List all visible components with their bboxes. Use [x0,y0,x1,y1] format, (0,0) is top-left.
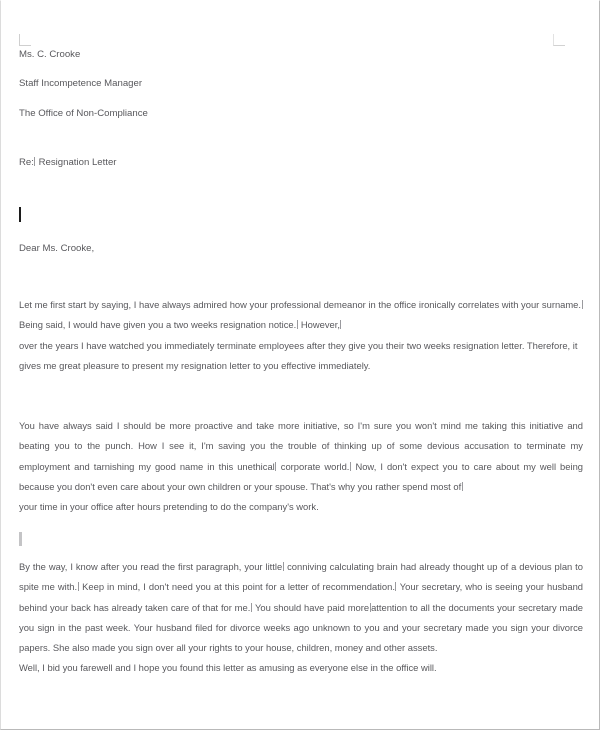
paragraph-3-segment-6: attention to all the documents your secretary made you sign in the past week. Your husband filed for divorce weeks ago unknown to you and your secretary made you sign your divorce papers. She also made you sign over all your rights to your house, children, money and other assets. [19,601,584,654]
paragraph-3-segment-1: By the way, I know after you read the first paragraph, your little [19,561,283,572]
subject-text: Resignation Letter [38,157,117,168]
text-caret-icon [395,582,396,591]
paragraph-2-segment-3: Now, I don't expect you to care about my well being because you don't even care about your own children or your spouse. That's why you rather spend most of [19,460,583,492]
salutation: Dear Ms. Crooke, [19,243,95,254]
paragraph-2-segment-2: corporate world. [280,460,350,472]
paragraph-3-segment-5: You should have paid more [254,601,370,613]
paragraph-1-segment-1: Let me first start by saying, I have always admired how your professional demeanor in the office ironically correlates with your surname. [19,299,581,310]
corner-registration-mark-top-left [19,34,31,46]
paragraph-3-segment-4: Your secretary, who is seeing your husband behind your back has already taken care of that for me. [19,581,584,613]
subject-line [19,156,116,170]
recipient-name: Ms. C. Crooke [19,49,81,60]
paragraph-1-segment-4: over the years I have watched you immediately terminate employees after they give you their two weeks resignation letter. Therefore, it gives me great pleasure to present my resignation letter to you effective immediately. [19,339,578,371]
text-caret-icon [275,462,276,471]
corner-registration-mark-top-right [553,34,565,46]
paragraph-2-segment-1: You have always said I should be more proactive and take more initiative, so I'm sure you won't mind me taking this initiative and beating you to the punch. How I see it, I'm saving you the trouble of thinking up of some devious accusation to terminate my employment and tarnishing my good name in this unethical [19,420,583,472]
paragraph-1-segment-3: However, [300,319,340,331]
text-caret-icon [251,603,252,612]
body-paragraph-1 [19,295,583,376]
text-caret-icon [78,582,79,591]
paragraph-2-segment-4: your time in your office after hours pretending to do the company's work. [19,501,319,513]
text-cursor-icon-primary[interactable] [19,207,21,222]
text-caret-icon [34,157,35,166]
paragraph-1-segment-2: Being said, I would have given you a two weeks resignation notice. [19,319,297,331]
text-cursor-icon-secondary[interactable] [19,532,22,546]
paragraph-3-segment-7: Well, I bid you farewell and I hope you found this letter as amusing as everyone else in the office will. [19,662,437,674]
text-caret-icon [350,462,351,471]
text-caret-icon [297,320,298,329]
subject-prefix: Re: [19,157,34,168]
body-paragraph-2 [19,416,583,517]
paragraph-3-segment-3: Keep in mind, I don't need you at this point for a letter of recommendation. [82,581,395,593]
recipient-address-block [19,48,419,136]
text-caret-icon [582,300,583,309]
recipient-job-title: Staff Incompetence Manager [19,78,143,90]
paragraph-3-segment-2: conniving calculating brain had already thought up of a devious plan to spite me with. [19,561,583,593]
text-caret-icon [462,482,463,491]
text-caret-icon [283,562,284,571]
body-paragraph-3 [19,557,583,679]
text-caret-icon [340,320,341,329]
recipient-organization: The Office of Non-Compliance [19,107,148,119]
